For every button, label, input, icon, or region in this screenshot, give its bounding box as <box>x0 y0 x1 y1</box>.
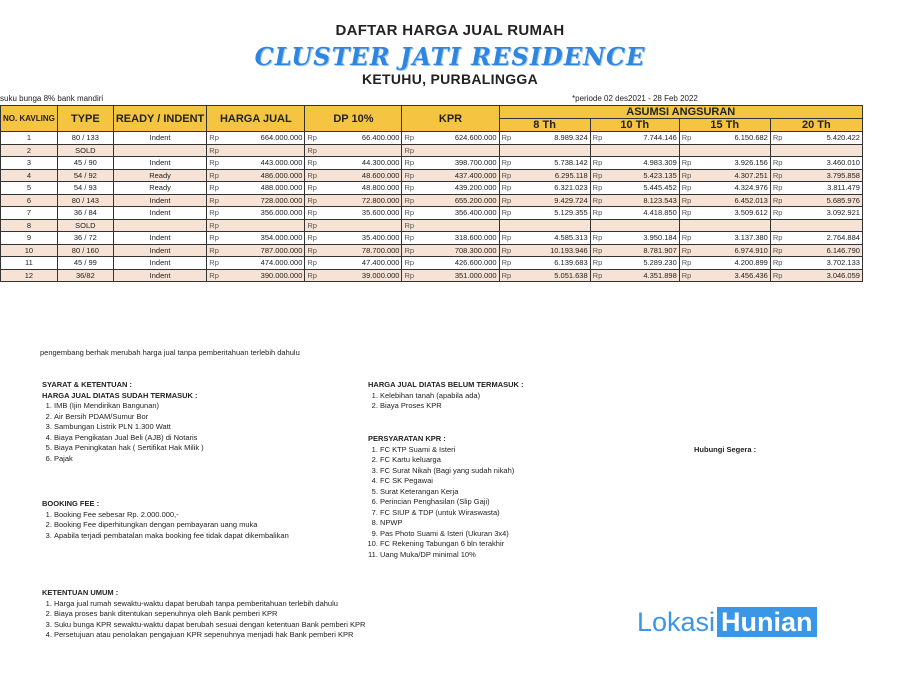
booking-title: BOOKING FEE : <box>42 499 100 508</box>
table-row <box>1 207 863 220</box>
cell-a10 <box>604 219 679 232</box>
cell-currency: Rp <box>207 194 221 207</box>
cell-a15: 4.307.251 <box>693 169 770 182</box>
list-item: 4. Biaya Pengikatan Jual Beli (AJB) di Notaris <box>54 433 342 444</box>
list-item: 2. FC Kartu keluarga <box>380 455 628 466</box>
cell-currency: Rp <box>305 194 319 207</box>
list-item: 11. Uang Muka/DP minimal 10% <box>380 550 628 561</box>
cell-no: 7 <box>1 207 58 220</box>
cell-kpr: 439.200.000 <box>416 182 499 195</box>
umum-list <box>42 599 562 641</box>
booking-list <box>42 510 342 542</box>
cell-dp <box>319 144 402 157</box>
cell-currency: Rp <box>590 244 604 257</box>
col-type: TYPE <box>57 106 113 132</box>
cell-dp: 44.300.000 <box>319 157 402 170</box>
cell-a8: 4.585.313 <box>513 232 590 245</box>
table-row <box>1 269 863 282</box>
cell-currency: Rp <box>499 232 513 245</box>
cell-harga: 787.000.000 <box>221 244 305 257</box>
list-item: 3. Apabila terjadi pembatalan maka booking fee tidak dapat dikembalikan <box>54 531 342 542</box>
cell-a8: 6.295.118 <box>513 169 590 182</box>
booking-section <box>42 499 342 541</box>
persyaratan-list <box>368 445 628 561</box>
col-8th: 8 Th <box>499 119 590 132</box>
cell-a20 <box>784 144 862 157</box>
cell-status <box>113 219 206 232</box>
cell-currency: Rp <box>770 182 784 195</box>
cell-harga: 356.000.000 <box>221 207 305 220</box>
cell-currency <box>770 219 784 232</box>
col-no: NO. KAVLING <box>1 106 58 132</box>
cell-kpr <box>416 219 499 232</box>
cell-currency: Rp <box>207 182 221 195</box>
list-item: 2. Booking Fee diperhitungkan dengan pembayaran uang muka <box>54 520 342 531</box>
cell-harga: 728.000.000 <box>221 194 305 207</box>
col-dp: DP 10% <box>305 106 402 132</box>
col-asumsi: ASUMSI ANGSURAN <box>499 106 862 119</box>
cell-type: 80 / 143 <box>57 194 113 207</box>
cell-status: Indent <box>113 269 206 282</box>
cell-harga: 488.000.000 <box>221 182 305 195</box>
cell-no: 4 <box>1 169 58 182</box>
cell-a15: 4.200.899 <box>693 257 770 270</box>
list-item: 3. FC Surat Nikah (Bagi yang sudah nikah) <box>380 466 628 477</box>
cell-status: Indent <box>113 232 206 245</box>
cell-no: 3 <box>1 157 58 170</box>
cell-dp: 48.800.000 <box>319 182 402 195</box>
umum-title: KETENTUAN UMUM : <box>42 588 119 597</box>
cell-a10: 8.123.543 <box>604 194 679 207</box>
cell-no: 5 <box>1 182 58 195</box>
cell-currency <box>590 219 604 232</box>
cell-dp <box>319 219 402 232</box>
cell-currency: Rp <box>679 194 693 207</box>
table-row <box>1 144 863 157</box>
cell-dp: 78.700.000 <box>319 244 402 257</box>
list-item: 4. FC SK Pegawai <box>380 476 628 487</box>
cell-currency: Rp <box>679 132 693 145</box>
list-item: 1. Kelebihan tanah (apabila ada) <box>380 391 628 402</box>
cell-type: 36/82 <box>57 269 113 282</box>
list-item: 5. Biaya Peningkatan hak ( Sertifikat Hak Milik ) <box>54 443 342 454</box>
cell-a20: 3.702.133 <box>784 257 862 270</box>
cell-status <box>113 144 206 157</box>
cell-a10: 4.983.309 <box>604 157 679 170</box>
syarat-subtitle: HARGA JUAL DIATAS SUDAH TERMASUK : <box>42 390 198 400</box>
price-table <box>0 105 863 282</box>
cell-dp: 72.800.000 <box>319 194 402 207</box>
col-10th: 10 Th <box>590 119 679 132</box>
cell-no: 12 <box>1 269 58 282</box>
cell-currency: Rp <box>305 244 319 257</box>
contact-label <box>694 445 756 456</box>
cell-currency: Rp <box>305 144 319 157</box>
umum-section <box>42 588 562 641</box>
belum-list <box>368 391 628 412</box>
lokasihunian-logo <box>637 607 817 638</box>
cell-currency: Rp <box>499 207 513 220</box>
cell-type: 45 / 99 <box>57 257 113 270</box>
cell-currency: Rp <box>402 257 416 270</box>
cell-currency: Rp <box>590 169 604 182</box>
cell-currency <box>499 219 513 232</box>
cell-currency: Rp <box>499 157 513 170</box>
table-row <box>1 232 863 245</box>
cell-currency: Rp <box>679 207 693 220</box>
belum-section <box>368 380 628 412</box>
cell-a8: 8.989.324 <box>513 132 590 145</box>
logo-part1: Lokasi <box>637 607 716 637</box>
list-item: 2. Air Bersih PDAM/Sumur Bor <box>54 412 342 423</box>
table-row <box>1 182 863 195</box>
cell-currency: Rp <box>305 157 319 170</box>
table-row <box>1 244 863 257</box>
cell-a8: 5.129.355 <box>513 207 590 220</box>
cell-currency: Rp <box>770 244 784 257</box>
cell-currency: Rp <box>402 232 416 245</box>
cell-a15 <box>693 144 770 157</box>
cell-currency: Rp <box>305 257 319 270</box>
cell-currency: Rp <box>207 157 221 170</box>
cell-currency: Rp <box>770 257 784 270</box>
cell-a8: 6.139.683 <box>513 257 590 270</box>
cell-type: SOLD <box>57 219 113 232</box>
cell-dp: 47.400.000 <box>319 257 402 270</box>
cell-harga <box>221 144 305 157</box>
col-kpr: KPR <box>402 106 499 132</box>
cell-a10 <box>604 144 679 157</box>
cell-type: SOLD <box>57 144 113 157</box>
cell-type: 54 / 93 <box>57 182 113 195</box>
cell-currency: Rp <box>679 232 693 245</box>
cell-currency <box>770 144 784 157</box>
period-note: *periode 02 des2021 - 28 Feb 2022 <box>572 94 698 103</box>
cell-no: 6 <box>1 194 58 207</box>
cell-currency: Rp <box>679 157 693 170</box>
list-item: 5. Surat Keterangan Kerja <box>380 487 628 498</box>
cell-currency: Rp <box>402 144 416 157</box>
cell-a15: 6.150.682 <box>693 132 770 145</box>
cell-status: Indent <box>113 257 206 270</box>
list-item: 8. NPWP <box>380 518 628 529</box>
cell-kpr <box>416 144 499 157</box>
cell-type: 45 / 90 <box>57 157 113 170</box>
cell-type: 36 / 72 <box>57 232 113 245</box>
cell-dp: 39.000.000 <box>319 269 402 282</box>
cell-currency: Rp <box>770 132 784 145</box>
cell-kpr: 655.200.000 <box>416 194 499 207</box>
table-row <box>1 169 863 182</box>
cell-a8: 6.321.023 <box>513 182 590 195</box>
document-title: DAFTAR HARGA JUAL RUMAH <box>335 22 565 39</box>
cell-harga: 443.000.000 <box>221 157 305 170</box>
cell-currency: Rp <box>305 269 319 282</box>
cell-a10: 3.950.184 <box>604 232 679 245</box>
cell-a10: 8.781.907 <box>604 244 679 257</box>
cell-currency: Rp <box>207 257 221 270</box>
cell-currency: Rp <box>499 257 513 270</box>
cell-a20: 3.460.010 <box>784 157 862 170</box>
cell-currency: Rp <box>402 157 416 170</box>
table-row <box>1 219 863 232</box>
location: KETUHU, PURBALINGGA <box>361 71 539 87</box>
cell-currency: Rp <box>305 132 319 145</box>
cell-currency: Rp <box>207 207 221 220</box>
cell-currency: Rp <box>590 269 604 282</box>
cell-harga <box>221 219 305 232</box>
cell-currency: Rp <box>207 244 221 257</box>
cell-a10: 5.423.135 <box>604 169 679 182</box>
cell-a8: 10.193.946 <box>513 244 590 257</box>
cell-currency: Rp <box>402 207 416 220</box>
cell-a15: 3.137.380 <box>693 232 770 245</box>
cell-a20: 6.146.790 <box>784 244 862 257</box>
col-15th: 15 Th <box>679 119 770 132</box>
cell-status: Indent <box>113 157 206 170</box>
list-item: 1. IMB (Ijin Mendirikan Bangunan) <box>54 401 342 412</box>
col-ready: READY / INDENT <box>113 106 206 132</box>
cell-currency: Rp <box>207 219 221 232</box>
cell-kpr: 398.700.000 <box>416 157 499 170</box>
cell-a10: 4.351.898 <box>604 269 679 282</box>
cell-currency: Rp <box>770 169 784 182</box>
cell-a8: 9.429.724 <box>513 194 590 207</box>
table-row <box>1 194 863 207</box>
cell-a8: 5.051.638 <box>513 269 590 282</box>
cell-a15: 3.456.436 <box>693 269 770 282</box>
cell-kpr: 351.000.000 <box>416 269 499 282</box>
disclaimer: pengembang berhak merubah harga jual tanpa pemberitahuan terlebih dahulu <box>40 348 300 357</box>
syarat-section <box>42 380 342 464</box>
cell-kpr: 426.600.000 <box>416 257 499 270</box>
cell-kpr: 356.400.000 <box>416 207 499 220</box>
cell-a10: 5.289.230 <box>604 257 679 270</box>
cell-type: 54 / 92 <box>57 169 113 182</box>
cell-currency: Rp <box>679 169 693 182</box>
cluster-name: CLUSTER JATI RESIDENCE <box>254 42 646 71</box>
persyaratan-title: PERSYARATAN KPR : <box>368 434 446 443</box>
cell-no: 2 <box>1 144 58 157</box>
cell-kpr: 624.600.000 <box>416 132 499 145</box>
cell-a20: 3.046.059 <box>784 269 862 282</box>
cell-type: 36 / 84 <box>57 207 113 220</box>
cell-currency: Rp <box>402 194 416 207</box>
cell-currency: Rp <box>402 219 416 232</box>
cell-currency: Rp <box>499 182 513 195</box>
cell-dp: 66.400.000 <box>319 132 402 145</box>
list-item: 6. Perincian Penghasilan (Slip Gaji) <box>380 497 628 508</box>
cell-currency: Rp <box>305 169 319 182</box>
cell-type: 80 / 160 <box>57 244 113 257</box>
cell-harga: 474.000.000 <box>221 257 305 270</box>
cell-a15: 3.926.156 <box>693 157 770 170</box>
cell-a10: 5.445.452 <box>604 182 679 195</box>
table-row <box>1 157 863 170</box>
cell-a8 <box>513 144 590 157</box>
cell-a20: 3.092.921 <box>784 207 862 220</box>
cell-currency: Rp <box>679 182 693 195</box>
cell-currency: Rp <box>770 232 784 245</box>
list-item: 10. FC Rekening Tabungan 6 bln terakhir <box>380 539 628 550</box>
cell-harga: 354.000.000 <box>221 232 305 245</box>
cell-currency: Rp <box>402 132 416 145</box>
cell-currency: Rp <box>402 169 416 182</box>
cell-dp: 35.600.000 <box>319 207 402 220</box>
cell-a20: 2.764.884 <box>784 232 862 245</box>
list-item: 1. Booking Fee sebesar Rp. 2.000.000,- <box>54 510 342 521</box>
cell-no: 10 <box>1 244 58 257</box>
cell-harga: 486.000.000 <box>221 169 305 182</box>
cell-a20 <box>784 219 862 232</box>
col-20th: 20 Th <box>770 119 862 132</box>
cell-currency: Rp <box>499 269 513 282</box>
cell-currency: Rp <box>499 169 513 182</box>
cell-currency: Rp <box>499 244 513 257</box>
cell-status: Indent <box>113 207 206 220</box>
cell-currency: Rp <box>305 219 319 232</box>
cell-currency: Rp <box>207 232 221 245</box>
cell-kpr: 437.400.000 <box>416 169 499 182</box>
cell-currency: Rp <box>305 207 319 220</box>
cell-currency: Rp <box>770 157 784 170</box>
cell-status: Indent <box>113 194 206 207</box>
cell-a15: 4.324.976 <box>693 182 770 195</box>
cell-a15: 6.974.910 <box>693 244 770 257</box>
cell-a20: 5.685.976 <box>784 194 862 207</box>
cell-currency: Rp <box>590 257 604 270</box>
contact-text: Hubungi Segera : <box>694 445 757 454</box>
logo-part2: Hunian <box>717 607 817 637</box>
cell-currency <box>679 219 693 232</box>
list-item: 9. Pas Photo Suami & Isteri (Ukuran 3x4) <box>380 529 628 540</box>
cell-harga: 390.000.000 <box>221 269 305 282</box>
cell-status: Indent <box>113 132 206 145</box>
cell-currency <box>590 144 604 157</box>
interest-note: suku bunga 8% bank mandiri <box>0 94 104 103</box>
cell-a10: 4.418.850 <box>604 207 679 220</box>
cell-currency: Rp <box>679 269 693 282</box>
cell-status: Ready <box>113 169 206 182</box>
cell-currency: Rp <box>499 194 513 207</box>
cell-kpr: 708.300.000 <box>416 244 499 257</box>
cell-currency: Rp <box>590 194 604 207</box>
cell-dp: 35.400.000 <box>319 232 402 245</box>
cell-currency <box>499 144 513 157</box>
cell-currency: Rp <box>590 232 604 245</box>
list-item: 7. FC SIUP & TDP (untuk Wiraswasta) <box>380 508 628 519</box>
cell-a20: 3.795.858 <box>784 169 862 182</box>
list-item: 6. Pajak <box>54 454 342 465</box>
cell-no: 1 <box>1 132 58 145</box>
cell-no: 8 <box>1 219 58 232</box>
table-row <box>1 257 863 270</box>
cell-currency: Rp <box>499 132 513 145</box>
cell-currency: Rp <box>770 207 784 220</box>
list-item: 2. Biaya proses bank ditentukan sepenuhnya oleh Bank pemberi KPR <box>54 609 562 620</box>
list-item: 3. Sambungan Listrik PLN 1.300 Watt <box>54 422 342 433</box>
cell-currency: Rp <box>305 182 319 195</box>
cell-currency: Rp <box>770 269 784 282</box>
cell-currency: Rp <box>402 269 416 282</box>
syarat-title: SYARAT & KETENTUAN : <box>42 380 133 389</box>
list-item: 2. Biaya Proses KPR <box>380 401 628 412</box>
cell-a15 <box>693 219 770 232</box>
list-item: 1. Harga jual rumah sewaktu-waktu dapat berubah tanpa pemberitahuan terlebih dahulu <box>54 599 562 610</box>
cell-currency: Rp <box>402 244 416 257</box>
list-item: 1. FC KTP Suami & Isteri <box>380 445 628 456</box>
cell-currency: Rp <box>679 244 693 257</box>
list-item: 4. Persetujuan atau penolakan pengajuan KPR sepenuhnya menjadi hak Bank pemberi KPR <box>54 630 562 641</box>
cell-a8 <box>513 219 590 232</box>
cell-type: 80 / 133 <box>57 132 113 145</box>
cell-currency: Rp <box>590 132 604 145</box>
cell-a8: 5.738.142 <box>513 157 590 170</box>
cell-currency: Rp <box>590 182 604 195</box>
cell-no: 9 <box>1 232 58 245</box>
cell-a20: 3.811.479 <box>784 182 862 195</box>
cell-currency: Rp <box>305 232 319 245</box>
cell-currency: Rp <box>207 169 221 182</box>
belum-title: HARGA JUAL DIATAS BELUM TERMASUK : <box>368 380 524 389</box>
cell-currency: Rp <box>590 207 604 220</box>
cell-currency <box>679 144 693 157</box>
cell-a15: 6.452.013 <box>693 194 770 207</box>
cell-status: Ready <box>113 182 206 195</box>
cell-a10: 7.744.146 <box>604 132 679 145</box>
cell-currency: Rp <box>679 257 693 270</box>
cell-currency: Rp <box>207 269 221 282</box>
cell-currency: Rp <box>402 182 416 195</box>
cell-dp: 48.600.000 <box>319 169 402 182</box>
cell-currency: Rp <box>770 194 784 207</box>
syarat-list <box>42 401 342 464</box>
cell-currency: Rp <box>207 132 221 145</box>
cell-status: Indent <box>113 244 206 257</box>
cell-kpr: 318.600.000 <box>416 232 499 245</box>
persyaratan-section <box>368 434 628 560</box>
list-item: 3. Suku bunga KPR sewaktu-waktu dapat berubah sesuai dengan ketentuan Bank pemberi KPR <box>54 620 562 631</box>
cell-currency: Rp <box>590 157 604 170</box>
cell-a20: 5.420.422 <box>784 132 862 145</box>
cell-currency: Rp <box>207 144 221 157</box>
cell-no: 11 <box>1 257 58 270</box>
cell-a15: 3.509.612 <box>693 207 770 220</box>
cell-harga: 664.000.000 <box>221 132 305 145</box>
col-harga: HARGA JUAL <box>207 106 305 132</box>
table-row <box>1 132 863 145</box>
